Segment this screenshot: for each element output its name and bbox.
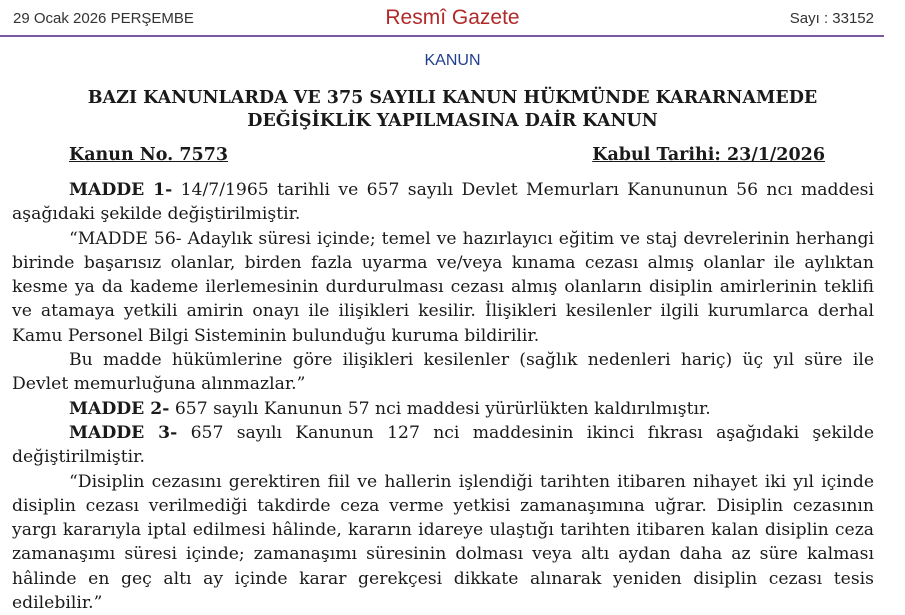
law-title (0, 87, 905, 133)
paragraph (12, 397, 874, 421)
paragraph-text: 657 sayılı Kanunun 127 nci maddesinin ikinci fıkrası aşağıdaki şekilde değiştirilmiştir. (12, 422, 874, 468)
article-label: MADDE 1- (69, 180, 173, 200)
header-divider (0, 35, 884, 37)
document-type: KANUN (424, 52, 481, 69)
paragraph (12, 227, 874, 348)
paragraph-text: “Disiplin cezasını gerektiren fiil ve hallerin işlendiği tarihten itibaren nihayet iki yıl içinde disiplin cezası verilmediği takdirde ceza verme yetkisi zamanaşımına uğrar. Disiplin cezasının yargı kararıyla iptal edilmesi hâlinde, kararın idareye ulaştığı tarihten itibaren kalan disiplin ceza zamanaşımı süresi içinde; zamanaşımı süresinin dolması veya altı aydan daha az süre kalması hâlinde en geç altı ay içinde karar gerekçesi dikkate alınarak yeniden disiplin cezası tesis edilebilir.” (12, 471, 874, 614)
law-body (12, 178, 874, 615)
law-title-line-2: DEĞİŞİKLİK YAPILMASINA DAİR KANUN (247, 111, 658, 131)
article-label: MADDE 3- (69, 422, 178, 443)
paragraph-text: Bu madde hükümlerine göre ilişikleri kesilenler (sağlık nedenleri hariç) üç yıl süre ile Devlet memurluğuna alınmazlar.” (12, 350, 874, 395)
paragraph-text: “MADDE 56- Adaylık süresi içinde; temel ve hazırlayıcı eğitim ve staj devrelerinin herhangi birinde başarısız olanlar, birden fazla uyarma ve/veya kınama cezası almış olanlar ile aylıktan kesme ya da kademe ilerlemesinin durdurulması cezası almış olanların disiplin amirlerinin teklifi ve atamaya yetkili amirin onayı ile ilişikleri kesilir. İlişikleri kesilenler ilgili kurumlarca derhal Kamu Personel Bilgi Sisteminin bulunduğu kuruma bildirilir. (12, 228, 874, 346)
article-label: MADDE 2- (69, 398, 170, 419)
paragraph (12, 470, 874, 615)
acceptance-date: Kabul Tarihi: 23/1/2026 (592, 145, 825, 165)
gazette-title: Resmî Gazete (385, 6, 520, 29)
gazette-header (0, 0, 905, 38)
paragraph-text: 657 sayılı Kanunun 57 nci maddesi yürürlükten kaldırılmıştır. (169, 398, 711, 419)
law-number: Kanun No. 7573 (69, 145, 229, 165)
law-title-line-1: BAZI KANUNLARDA VE 375 SAYILI KANUN HÜKMÜNDE KARARNAMEDE (87, 88, 818, 108)
issue-number: Sayı : 33152 (789, 10, 874, 27)
paragraph-text: 14/7/1965 tarihli ve 657 sayılı Devlet Memurları Kanununun 56 ncı maddesi aşağıdaki şekilde değiştirilmiştir. (12, 180, 874, 225)
publication-date: 29 Ocak 2026 PERŞEMBE (13, 10, 194, 27)
paragraph (12, 421, 874, 470)
paragraph (12, 348, 874, 397)
paragraph (12, 178, 874, 227)
